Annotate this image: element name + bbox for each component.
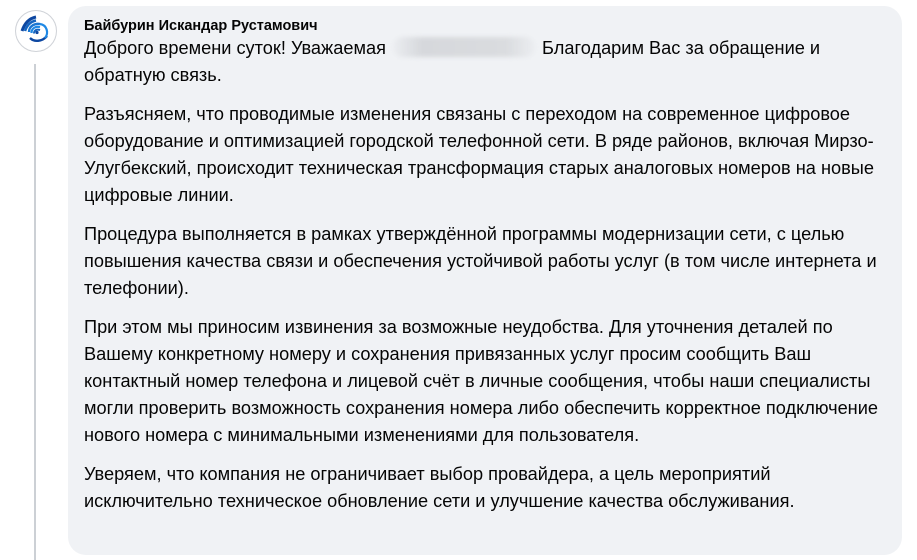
comment-paragraph-procedure: Процедура выполняется в рамках утверждённой программы модернизации сети, с целью повышения качества связи и обеспечения устойчивой работы услуг (в том числе интернета и телефонии). [84,224,877,298]
comment-paragraph-explanation: Разъясняем, что проводимые изменения связаны с переходом на современное цифровое оборудование и оптимизацией городской телефонной сети. В ряде районов, включая Мирзо-Улугбекский, происходит техническая трансформация старых аналоговых номеров на новые цифровые линии. [84,104,874,205]
thanks-text: Благодарим Вас за обращение и обратную связь. [84,38,821,85]
comment-paragraph-apology: При этом мы приносим извинения за возможные неудобства. Для уточнения деталей по Вашему конкретному номеру и сохранения привязанных услуг просим сообщить Ваш контактный номер телефона и лицевой счёт в личные сообщения, чтобы наши специалисты могли проверить возможность сохранения номера либо обеспечить корректное подключение нового номера с минимальными изменениями для пользователя. [84,317,879,445]
thread-line [34,64,36,560]
greeting-text: Доброго времени суток! Уважаемая [84,38,386,58]
comment-paragraph-greeting [84,35,886,89]
redacted-name [393,37,535,57]
comment-bubble [68,6,902,555]
avatar[interactable] [15,10,57,52]
comment-paragraph-assurance: Уверяем, что компания не ограничивает выбор провайдера, а цель мероприятий исключительно техническое обновление сети и улучшение качества обслуживания. [84,464,795,511]
provider-logo-icon [16,11,56,51]
comment-author[interactable]: Байбурин Искандар Рустамович [84,18,318,34]
